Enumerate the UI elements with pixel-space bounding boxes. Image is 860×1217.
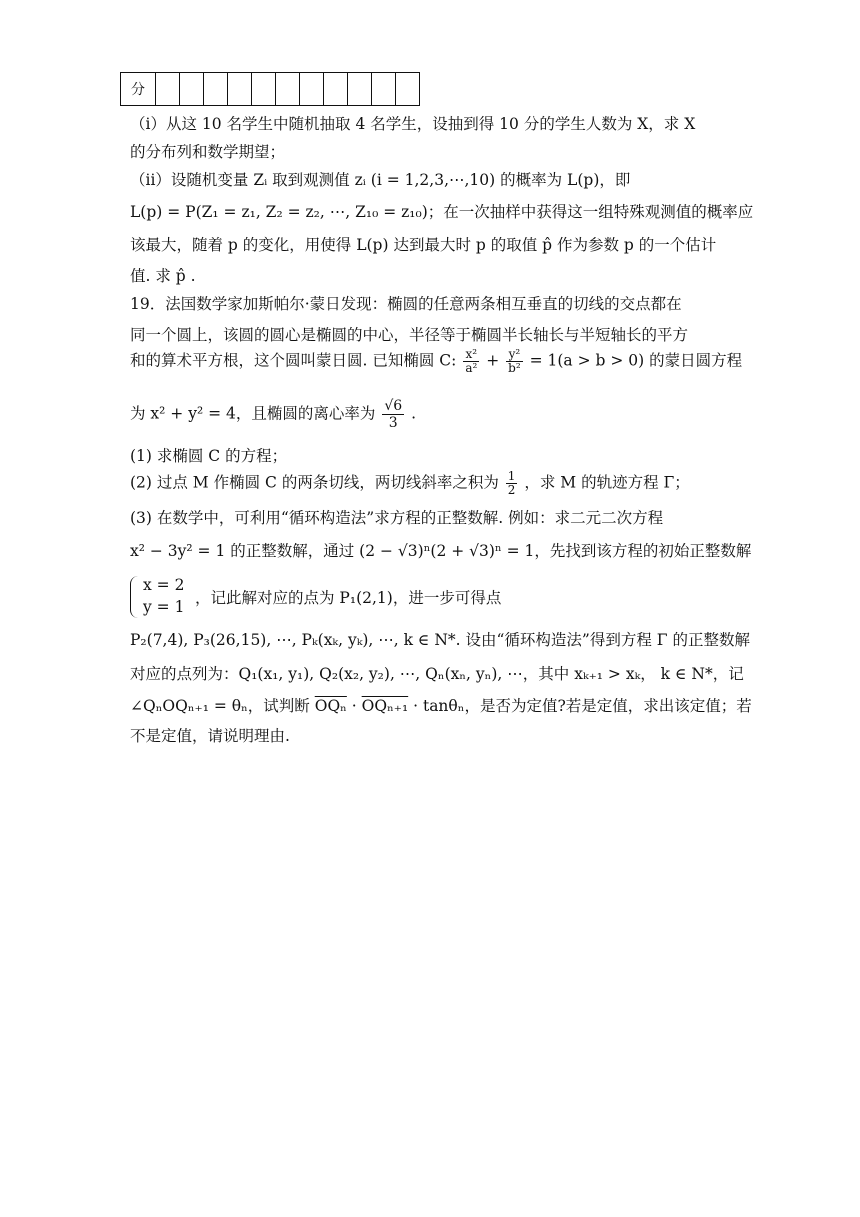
part-3-line-3: ，记此解对应的点为 P₁(2,1)，进一步可得点 xyxy=(195,589,502,607)
table-cell xyxy=(348,73,372,106)
part-3-line-2: x² − 3y² = 1 的正整数解，通过 (2 − √3)ⁿ(2 + √3)ⁿ = 1，先找到该方程的初始正整数解 xyxy=(130,542,752,560)
fraction-1-2: $\frac{1}{2}$ xyxy=(507,469,516,497)
text-line-2: 的分布列和数学期望； xyxy=(130,143,286,161)
question-19-line-2: 同一个圆上，该圆的圆心是椭圆的中心，半径等于椭圆半长轴长与半短轴长的平方 xyxy=(130,326,689,344)
text-line-3: （ii）设随机变量 Zᵢ 取到观测值 zᵢ (i = 1,2,3,⋯,10) 的概率为 L(p)，即 xyxy=(130,171,631,189)
question-19-line-1: 19．法国数学家加斯帕尔·蒙日发现：椭圆的任意两条相互垂直的切线的交点都在 xyxy=(130,295,682,313)
system-brace xyxy=(130,576,141,618)
table-cell xyxy=(180,73,204,106)
table-header-cell: 分 xyxy=(121,73,156,106)
fraction-y2-b2: $\frac{\text{y²}}{\text{b²}}$ xyxy=(508,347,521,375)
table-cell xyxy=(204,73,228,106)
table-row xyxy=(121,73,420,106)
part-3-line-1: (3) 在数学中，可利用“循环构造法”求方程的正整数解. 例如：求二元二次方程 xyxy=(130,509,664,527)
fraction-x2-a2: $\frac{\text{x²}}{\text{a²}}$ xyxy=(465,347,478,375)
table-cell xyxy=(252,73,276,106)
system-eq-2: y = 1 xyxy=(143,598,185,616)
score-table xyxy=(120,72,420,106)
part-3-line-4: P₂(7,4), P₃(26,15), ⋯, Pₖ(xₖ, yₖ), ⋯, k ∈ N*. 设由“循环构造法”得到方程 Γ 的正整数解 xyxy=(130,631,750,649)
fraction-sqrt6-3: $\frac{√6}{3}$ xyxy=(384,398,403,431)
text-line-1: （i）从这 10 名学生中随机抽取 4 名学生，设抽到得 10 分的学生人数为 X，求 X xyxy=(130,115,696,133)
system-eq-1: x = 2 xyxy=(143,576,185,594)
vector-oqn1: OQₙ₊₁ xyxy=(361,697,409,715)
text-line-5: 该最大，随着 p 的变化，用使得 L(p) 达到最大时 p 的取值 p̂ 作为参数 p 的一个估计 xyxy=(130,236,717,254)
vector-oqn: $\overline{OQ_n}$ xyxy=(314,697,347,715)
part-1: (1) 求椭圆 C 的方程； xyxy=(130,447,288,465)
question-19-line-4: 为 x² + y² = 4，且椭圆的离心率为 $\frac{√6}{3}$ . xyxy=(130,398,417,431)
table-cell xyxy=(372,73,396,106)
part-2: (2) 过点 M 作椭圆 C 的两条切线，两切线斜率之积为 $\frac{1}{2}$ ，求 M 的轨迹方程 Γ； xyxy=(130,469,690,497)
table-cell xyxy=(276,73,300,106)
table-cell xyxy=(300,73,324,106)
text-line-6: 值. 求 p̂ . xyxy=(130,267,196,285)
table-cell xyxy=(396,73,420,106)
table-cell xyxy=(156,73,180,106)
part-3-line-5: 对应的点列为：Q₁(x₁, y₁), Q₂(x₂, y₂), ⋯, Qₙ(xₙ, yₙ), ⋯，其中 xₖ₊₁ > xₖ， k ∈ N*，记 xyxy=(130,665,744,683)
table-cell xyxy=(324,73,348,106)
text-line-4: L(p) = P(Z₁ = z₁, Z₂ = z₂, ⋯, Z₁₀ = z₁₀)；在一次抽样中获得这一组特殊观测值的概率应 xyxy=(130,203,754,221)
question-19-line-3: 和的算术平方根，这个圆叫蒙日圆. 已知椭圆 C: $\frac{\text{x²}}{\text{a²}}$ + $\frac{\text{y²}}{\text{b²}}$ = 1(a > b > 0) 的蒙日圆方程 xyxy=(130,347,743,375)
part-3-line-7: 不是定值，请说明理由. xyxy=(130,727,290,745)
part-3-line-6: ∠QₙOQₙ₊₁ = θₙ，试判断 $\overline{OQ_n} \cdot OQ_{n+1} \cdot \tan\theta_n$，是否为定值?若是定值，求出该定值；若 xyxy=(130,697,752,715)
table-cell xyxy=(228,73,252,106)
